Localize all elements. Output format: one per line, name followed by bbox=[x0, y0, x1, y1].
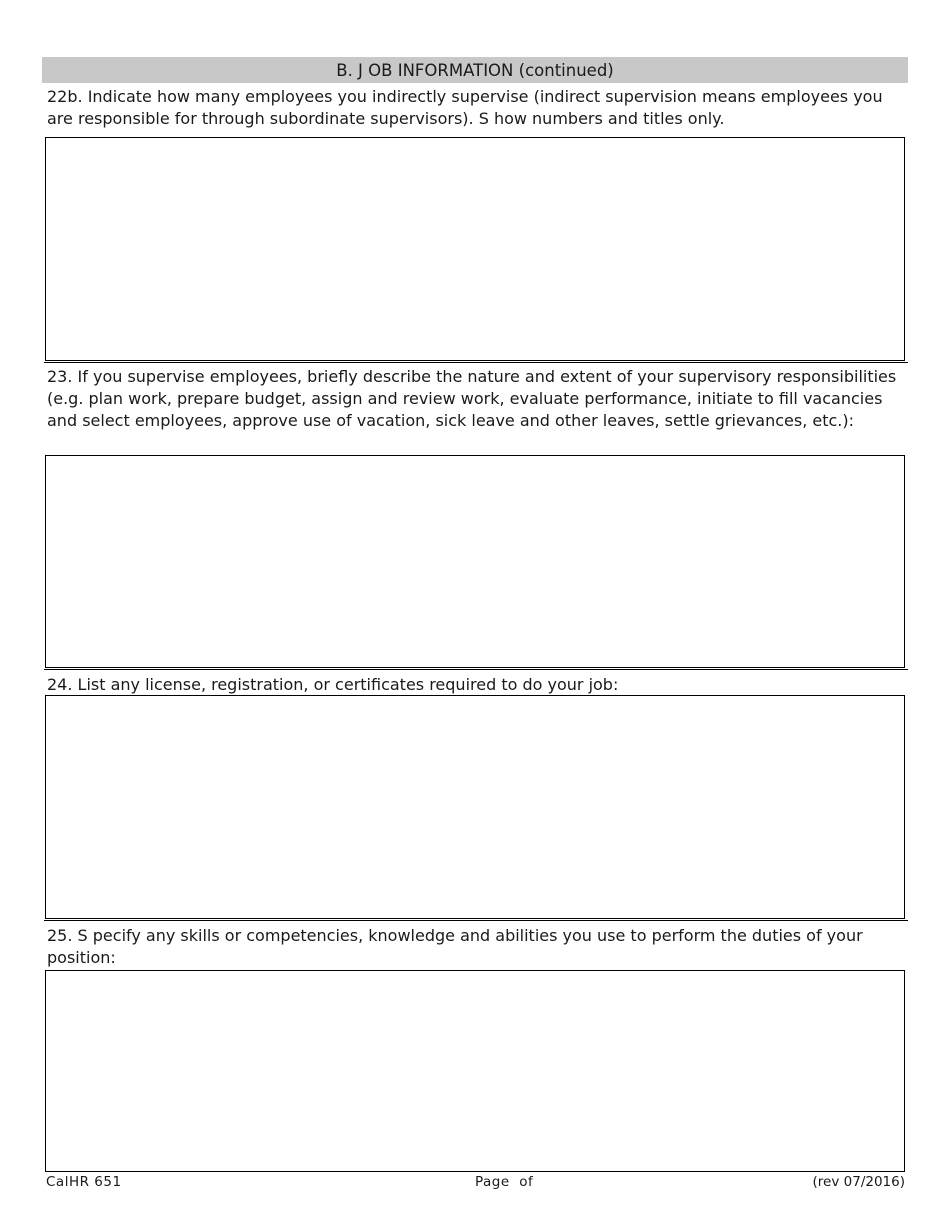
page-number: Page of bbox=[475, 1174, 534, 1190]
question-23-input[interactable] bbox=[45, 455, 905, 668]
question-24-input[interactable] bbox=[45, 695, 905, 919]
divider bbox=[44, 920, 908, 921]
question-23-label: 23. If you supervise employees, briefly describe the nature and extent of your supervisory responsibilities (e.g. plan work, prepare budget, assign and review work, evaluate performance, initiate to fill vacancies and select employees, approve use of vacation, sick leave and other leaves, settle grievances, etc.): bbox=[47, 367, 897, 430]
question-22b-input[interactable] bbox=[45, 137, 905, 361]
section-header: B. J OB INFORMATION (continued) bbox=[42, 57, 908, 83]
question-24-label: 24. List any license, registration, or certificates required to do your job: bbox=[47, 675, 619, 694]
question-25-input[interactable] bbox=[45, 970, 905, 1172]
revision-date: (rev 07/2016) bbox=[812, 1174, 905, 1190]
form-id: CalHR 651 bbox=[46, 1174, 122, 1190]
divider bbox=[44, 362, 908, 363]
question-22b-label: 22b. Indicate how many employees you indirectly supervise (indirect supervision means employees you are responsible for through subordinate supervisors). S how numbers and titles only. bbox=[47, 87, 883, 128]
divider bbox=[44, 669, 908, 670]
question-25-label: 25. S pecify any skills or competencies, knowledge and abilities you use to perform the duties of your position: bbox=[47, 926, 863, 967]
